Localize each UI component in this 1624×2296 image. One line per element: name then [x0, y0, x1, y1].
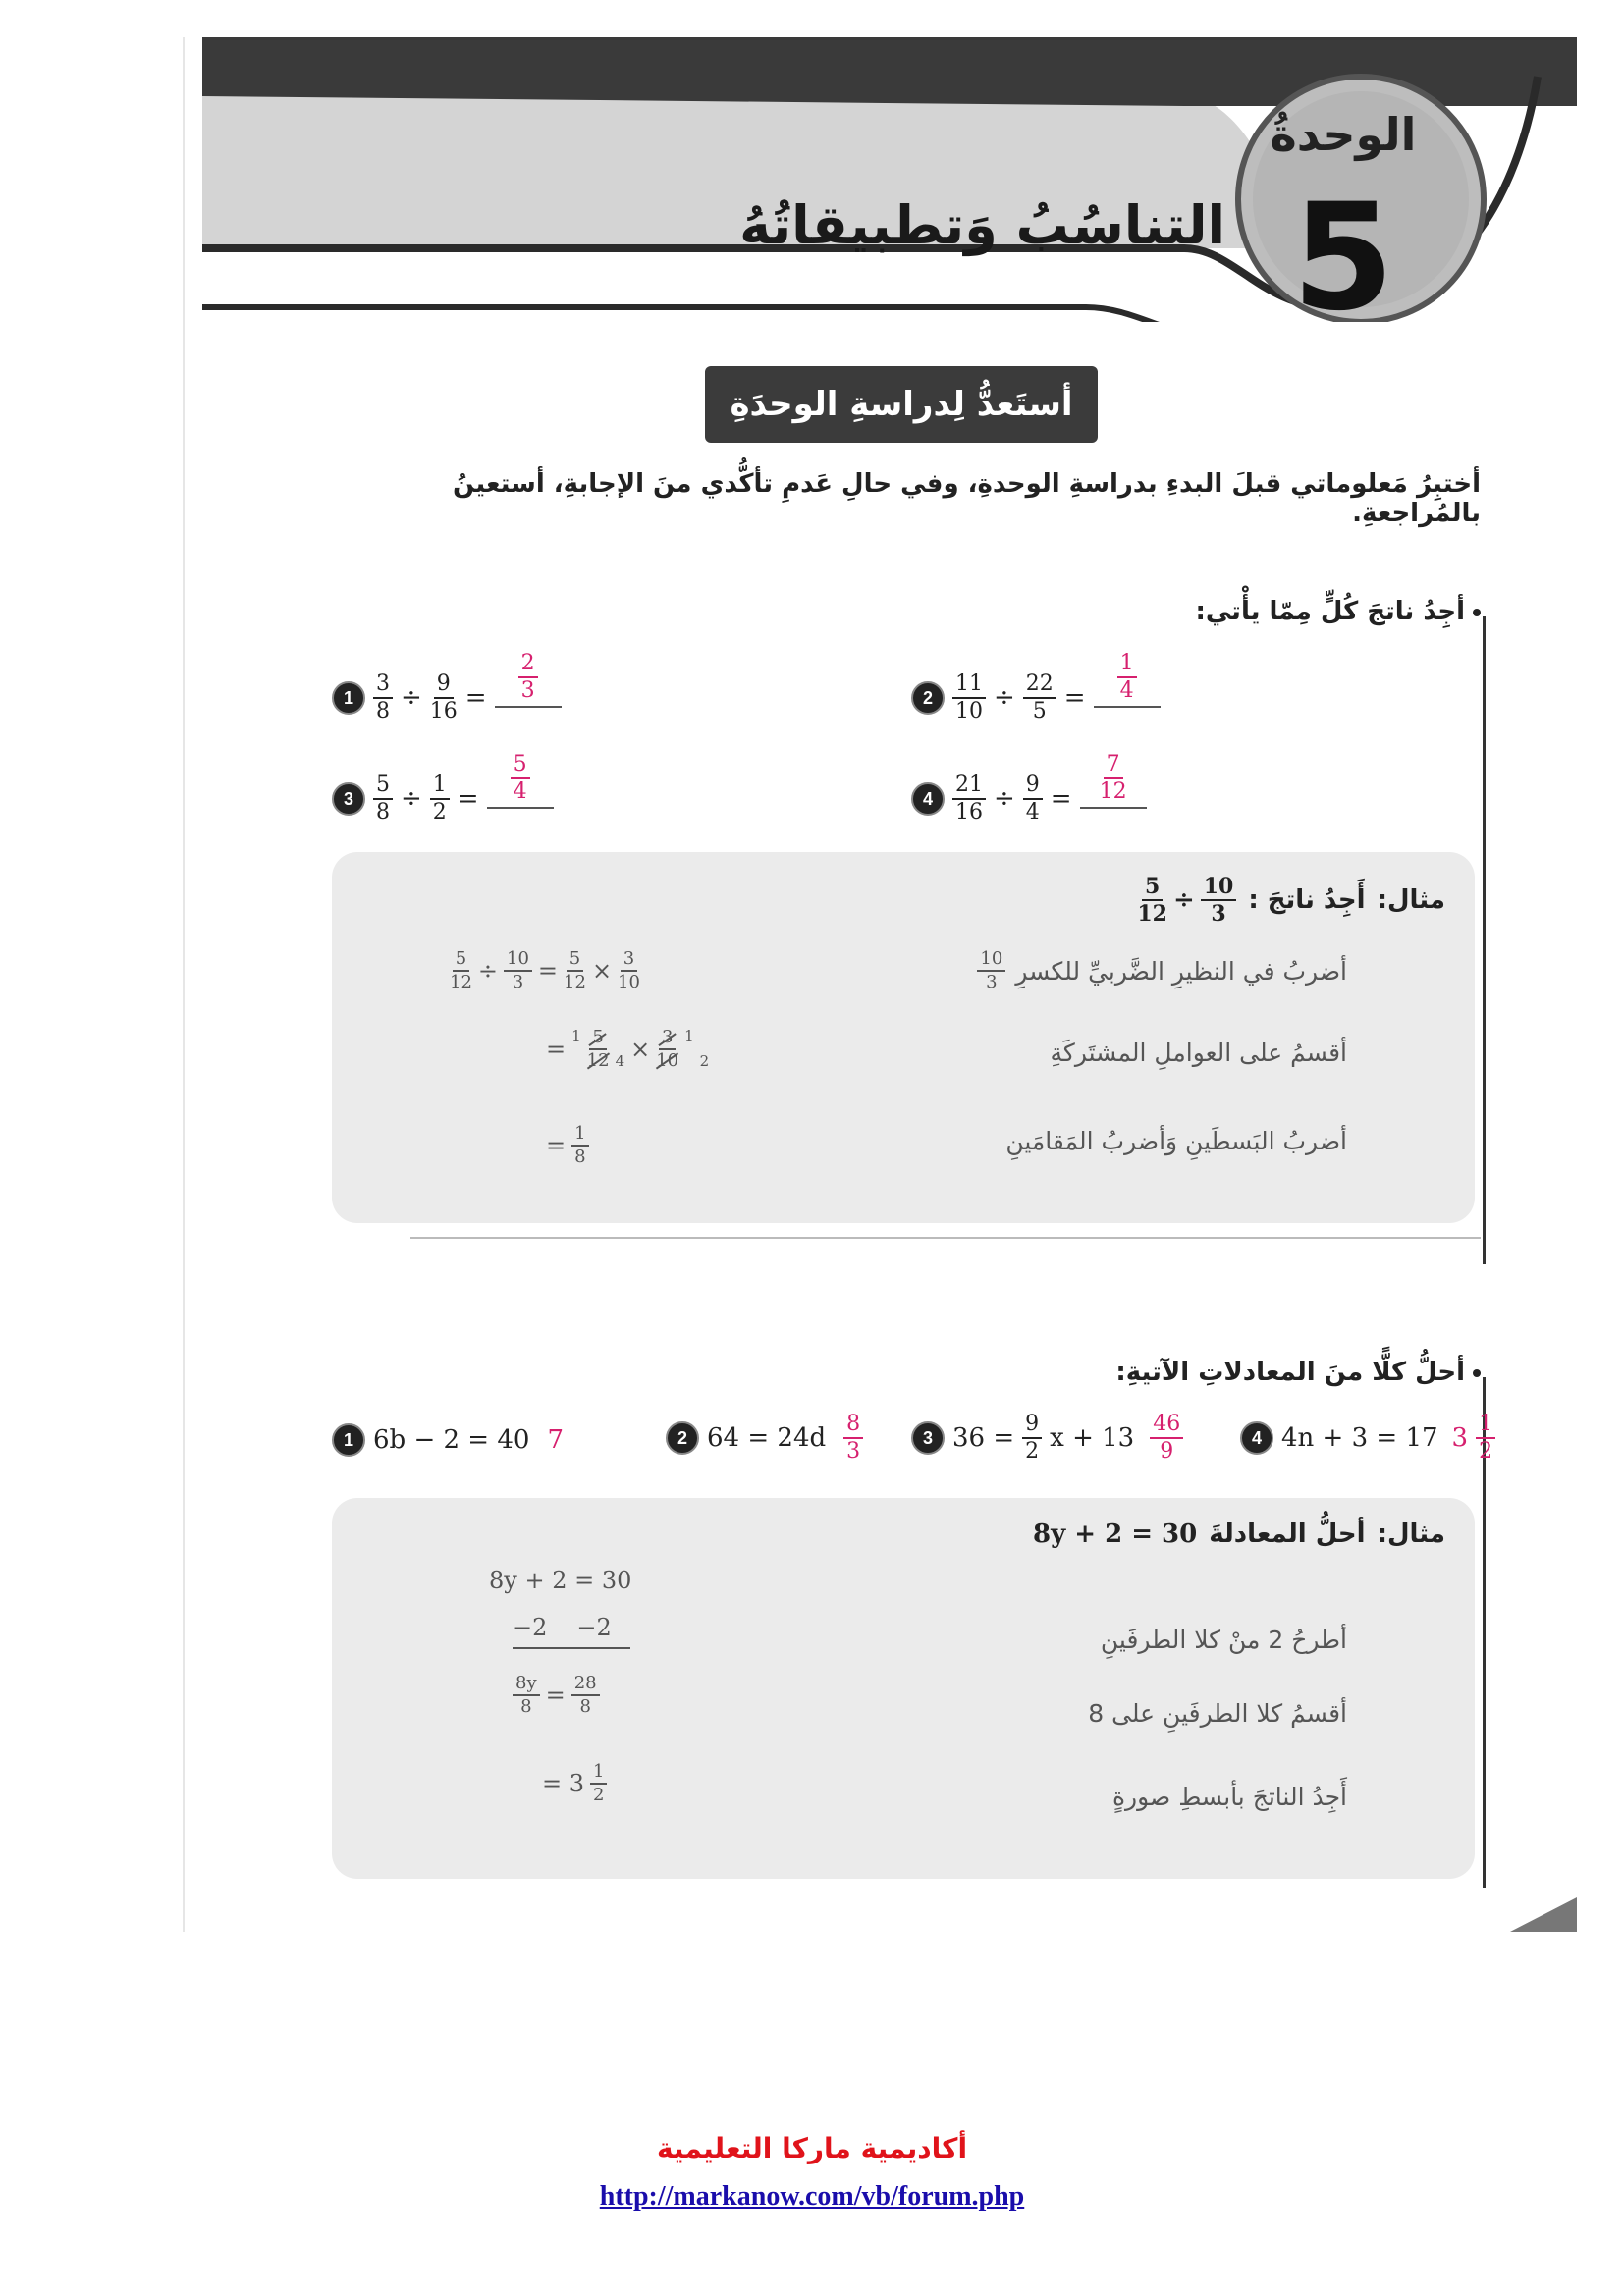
section1-bracket: [1483, 616, 1486, 1264]
unit-title: التناسُبُ وَتطبيقاتُهُ: [739, 194, 1225, 256]
division-problem-1: 1 $\frac{3}{8}$ ÷ $\frac{9}{16}$ = $\frac{2}{3}$: [332, 670, 562, 725]
example-step-3: أضربُ البَسطَينِ وَأضربُ المَقامَينِ: [1005, 1127, 1347, 1155]
division-problem-2: 2 $\frac{11}{10}$ ÷ $\frac{22}{5}$ = $\frac{1}{4}$: [911, 670, 1161, 725]
section2-heading-text: أحلُّ كلًّا منَ المعادلاتِ الآتيةِ:: [1115, 1358, 1465, 1387]
example-work-line-3: = $\frac{1}{8}$: [546, 1125, 589, 1166]
answer-blank: $\frac{2}{3}$: [495, 653, 562, 708]
example-heading: مثال: أَجِدُ ناتجَ : $\frac{5}{12}$ ÷ $\frac{10}{3}$: [1137, 874, 1445, 927]
equation-problem-4: 4 4n + 3 = 17 3 $\frac{1}{2}$: [1240, 1414, 1495, 1463]
answer-blank: $\frac{5}{4}$: [487, 754, 554, 809]
division-problem-4: 4 $\frac{21}{16}$ ÷ $\frac{9}{4}$ = $\frac{7}{12}$: [911, 772, 1147, 827]
intro-text: أختبِرُ مَعلوماتي قبلَ البدءِ بدراسةِ الوحدةِ، وفي حالِ عَدمِ تأكُّدي منَ الإجابةِ، أستعينُ بالمُراجعةِ.: [452, 469, 1481, 528]
problem-number-badge: 4: [911, 782, 945, 816]
problem-number-badge: 2: [666, 1421, 699, 1455]
equation-problem-1: 1 6b − 2 = 40 7: [332, 1423, 564, 1457]
equation-problem-2: 2 64 = 24d $\frac{8}{3}$: [666, 1414, 863, 1463]
example-work-line-2: −2 −2: [513, 1614, 630, 1649]
problem-number-badge: 1: [332, 681, 365, 715]
example-heading: مثال: أحلُّ المعادلةَ 8y + 2 = 30: [1032, 1520, 1445, 1549]
problem-number-badge: 4: [1240, 1421, 1273, 1455]
division-problem-3: 3 $\frac{5}{8}$ ÷ $\frac{1}{2}$ = $\frac{5}{4}$: [332, 772, 554, 827]
problem-number-badge: 3: [911, 1421, 945, 1455]
answer-blank: $\frac{7}{12}$: [1080, 754, 1147, 809]
example-work-line-2: = 1 $\frac{5}{12}$ 4 × $\frac{3}{10}$ 1 2: [546, 1027, 710, 1071]
ready-banner: أستَعدُّ لِدراسةِ الوحدَةِ: [705, 366, 1098, 443]
example-box-fractions: [332, 852, 1475, 1223]
problem-number-badge: 3: [332, 782, 365, 816]
example-step-1: أضربُ في النظيرِ الضَّربيِّ للكسرِ $\frac{10}{3}$: [977, 950, 1347, 991]
bullet-icon: [1473, 609, 1481, 616]
page-corner: [1510, 1897, 1577, 1932]
document-page: [183, 37, 1577, 1932]
problem-number-badge: 1: [332, 1423, 365, 1457]
unit-label: الوحدةُ: [1270, 108, 1417, 161]
section1-heading: [1195, 597, 1481, 626]
example-work-line-4: = 3 $\frac{1}{2}$: [542, 1763, 607, 1804]
example-work-line-1: $\frac{5}{12}$ ÷ $\frac{10}{3}$ = $\frac{5}{12}$ × $\frac{3}{10}$: [450, 948, 640, 992]
divider: [410, 1237, 1481, 1239]
example-step-2: أقسمُ على العواملِ المشتَركَةِ: [1050, 1039, 1347, 1067]
example-step-1: أطرحُ 2 منْ كلا الطرفَينِ: [1100, 1626, 1347, 1654]
section1-heading-text: أجِدُ ناتجَ كُلٍّ مِمّا يأْتي:: [1195, 597, 1465, 626]
academy-name: أكاديمية ماركا التعليمية: [656, 2132, 968, 2164]
example-work-line-1: 8y + 2 = 30: [489, 1567, 632, 1594]
bullet-icon: [1473, 1369, 1481, 1377]
section2-heading: [1115, 1358, 1481, 1387]
example-work-line-3: $\frac{8y}{8}$ = $\frac{28}{8}$: [513, 1675, 600, 1716]
problem-number-badge: 2: [911, 681, 945, 715]
unit-number: 5: [1291, 173, 1395, 344]
example-step-2: أقسمُ كلا الطرفَينِ على 8: [1088, 1699, 1347, 1728]
answer-blank: $\frac{1}{4}$: [1094, 653, 1161, 708]
forum-link[interactable]: http://markanow.com/vb/forum.php: [599, 2181, 1025, 2212]
example-step-3: أَجِدُ الناتجَ بأبسطِ صورةٍ: [1111, 1783, 1347, 1811]
example-box-equations: [332, 1498, 1475, 1879]
equation-problem-3: 3 36 = $\frac{9}{2}$ x + 13 $\frac{46}{9}$: [911, 1414, 1183, 1463]
